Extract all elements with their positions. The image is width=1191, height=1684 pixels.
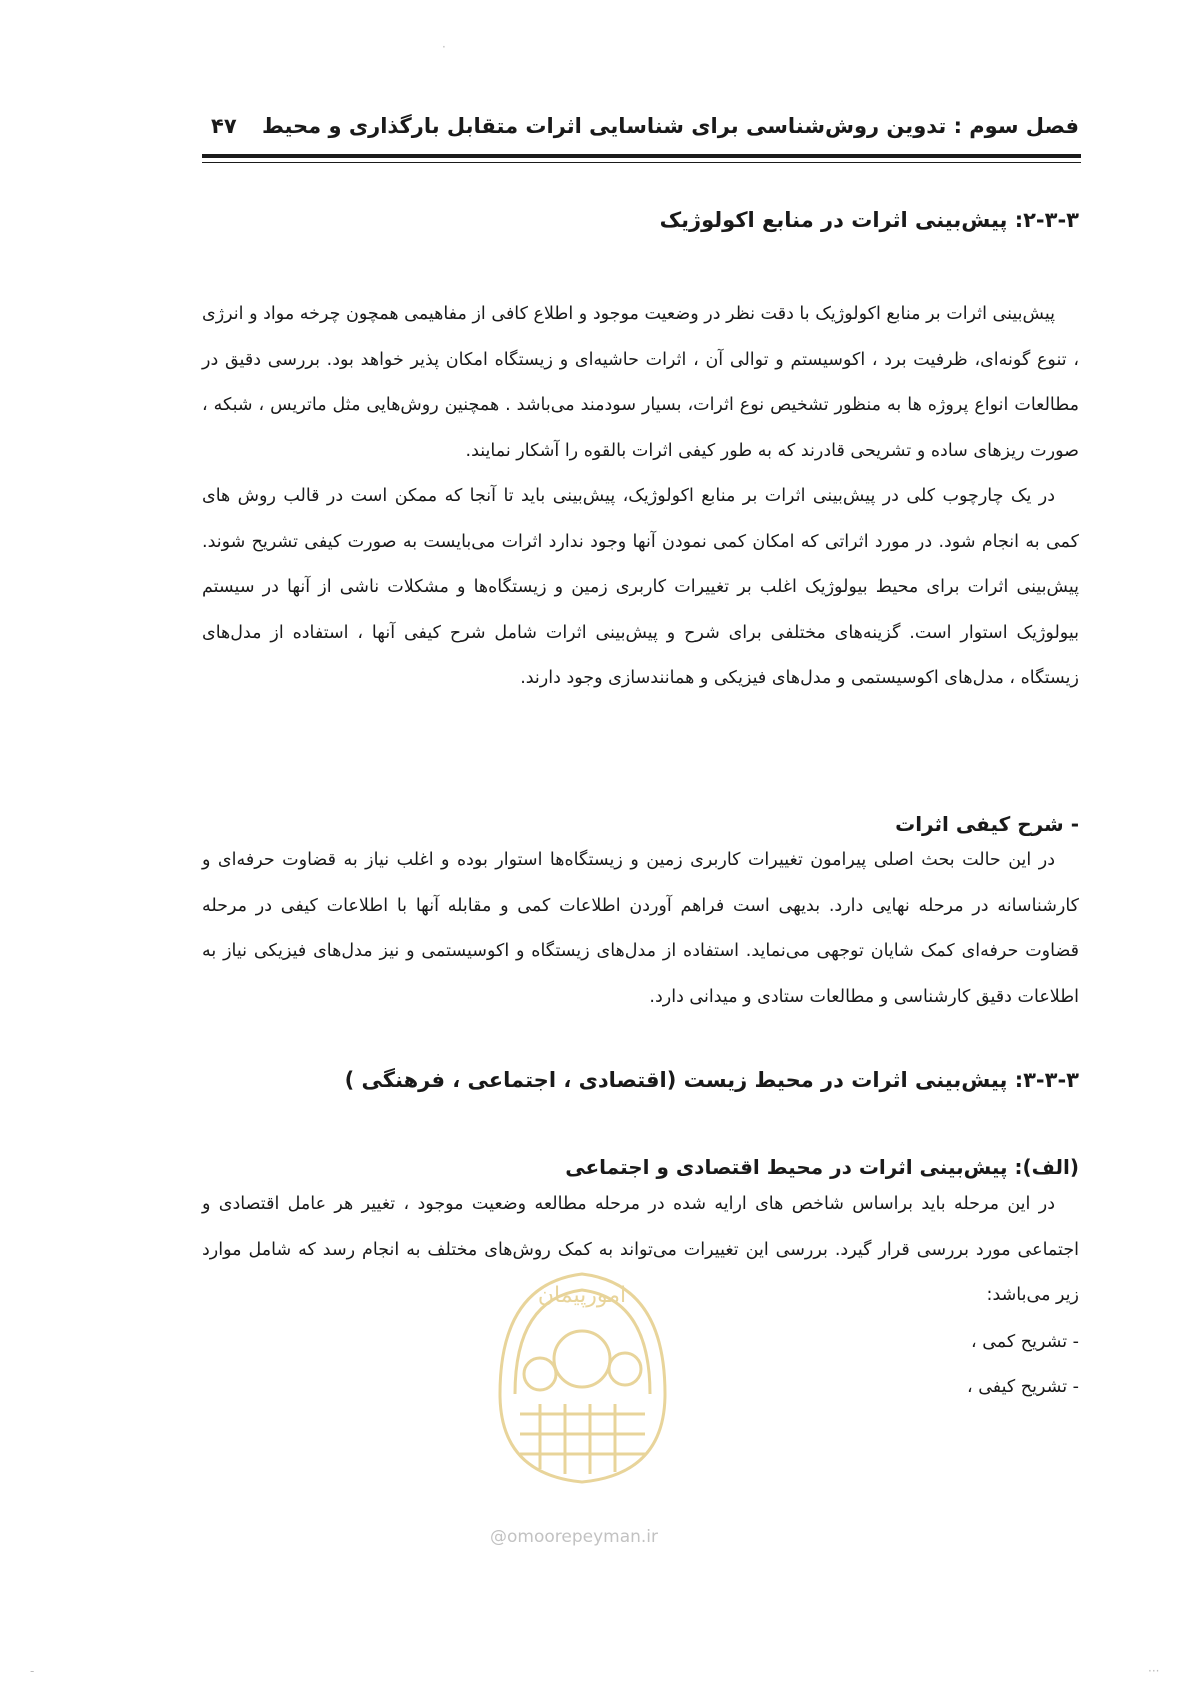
list-item: - تشریح کمی ،	[971, 1332, 1079, 1352]
watermark-logo	[480, 1244, 685, 1489]
scan-speck: ···	[1148, 1664, 1160, 1678]
section-heading-ecological: ۲-۳-۳: پیش‌بینی اثرات در منابع اکولوژیک	[659, 208, 1079, 232]
qualitative-heading: - شرح کیفی اثرات	[895, 812, 1079, 836]
list-item: - تشریح کیفی ،	[966, 1377, 1079, 1397]
paragraph: در این مرحله باید براساس شاخص های ارایه شده در مرحله مطالعه وضعیت موجود ، تغییر هر عامل اقتصادی و اجتماعی مورد بررسی قرار گیرد. بررسی این تغییرات می‌تواند به کمک روش‌های مختلف به انجام رسد که شامل موارد زیر می‌باشد:	[202, 1194, 1079, 1305]
sub-heading-economic-social: (الف): پیش‌بینی اثرات در محیط اقتصادی و اجتماعی	[565, 1155, 1079, 1179]
header-rule-thin	[202, 162, 1081, 163]
qualitative-text	[202, 838, 1079, 1020]
paragraph: پیش‌بینی اثرات بر منابع اکولوژیک با دقت نظر در وضعیت موجود و اطلاع کافی از مفاهیمی همچون چرخه مواد و انرژی ، تنوع گونه‌ای، ظرفیت برد ، اکوسیستم و توالی آن ، اثرات حاشیه‌ای و زیستگاه امکان پذیر خواهد بود. بررسی دقیق در مطالعات انواع پروژه ها به منظور تشخیص نوع اثرات، بسیار سودمند می‌باشد . همچنین روش‌هایی مثل ماتریس ، شبکه ، صورت ریزهای ساده و تشریحی قادرند که به طور کیفی اثرات بالقوه را آشکار نمایند.	[202, 304, 1079, 461]
method-list	[779, 1320, 1079, 1410]
header-rule-thick	[202, 154, 1081, 158]
ecological-text	[202, 292, 1079, 702]
paragraph: در یک چارچوب کلی در پیش‌بینی اثرات بر منابع اکولوژیک، پیش‌بینی باید تا آنجا که ممکن است در قالب روش های کمی به انجام شود. در مورد اثراتی که امکان کمی نمودن آنها وجود ندارد اثرات می‌بایست به صورت کیفی تشریح شوند. پیش‌بینی اثرات برای محیط بیولوژیک اغلب بر تغییرات کاربری زمین و زیستگاه‌ها و مشکلات ناشی از آنها در سیستم بیولوژیک استوار است. گزینه‌های مختلفی برای شرح و پیش‌بینی اثرات شامل شرح کیفی آنها ، استفاده از مدل‌های زیستگاه ، مدل‌های اکوسیستمی و مدل‌های فیزیکی و همانندسازی وجود دارند.	[202, 486, 1079, 688]
scan-speck: ·	[442, 40, 446, 54]
watermark-label: امورپیمان	[537, 1283, 627, 1308]
scan-speck: -	[30, 1664, 35, 1678]
watermark-site: @omoorepeyman.ir	[490, 1527, 659, 1547]
page-number: ۴۷	[211, 114, 237, 138]
section-heading-social: ۳-۳-۳: پیش‌بینی اثرات در محیط زیست (اقتصادی ، اجتماعی ، فرهنگی )	[344, 1068, 1079, 1092]
paragraph: در این حالت بحث اصلی پیرامون تغییرات کاربری زمین و زیستگاه‌ها استوار بوده و اغلب نیاز به قضاوت حرفه‌ای و کارشناسانه در مرحله نهایی دارد. بدیهی است فراهم آوردن اطلاعات کمی و مقابله آنها با اطلاعات کیفی در مرحله قضاوت حرفه‌ای کمک شایان توجهی می‌نماید. استفاده از مدل‌های زیستگاه و اکوسیستمی و نیز مدل‌های فیزیکی نیاز به اطلاعات دقیق کارشناسی و مطالعات ستادی و میدانی دارد.	[202, 850, 1079, 1007]
chapter-title: فصل سوم : تدوین روش‌شناسی برای شناسایی اثرات متقابل بارگذاری و محیط	[261, 114, 1079, 138]
